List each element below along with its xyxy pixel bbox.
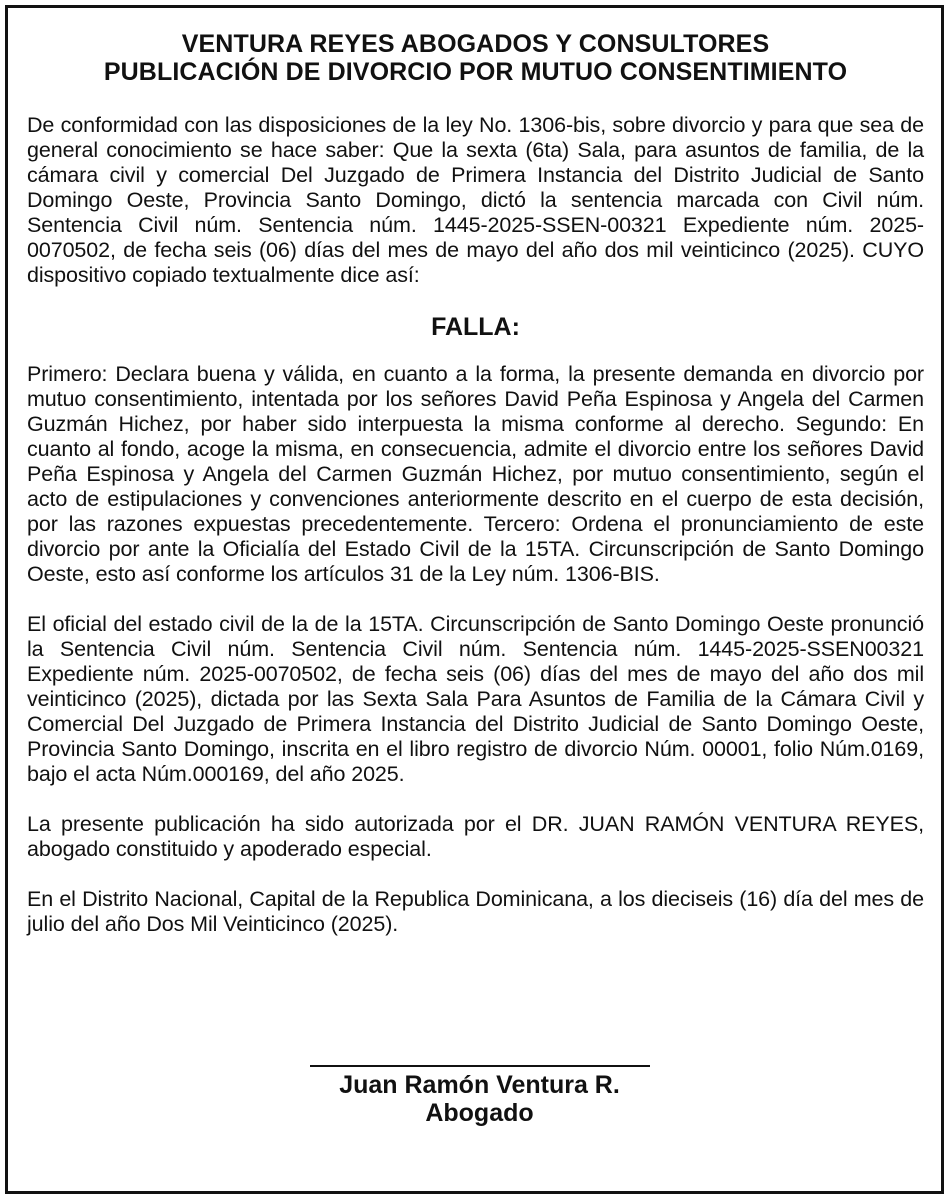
notice-border-frame: [5, 5, 944, 1194]
signer-name: Juan Ramón Ventura R.: [339, 1071, 620, 1099]
intro-paragraph: De conformidad con las disposiciones de la ley No. 1306-bis, sobre divorcio y para que sea de general conocimiento se hace saber: Que la sexta (6ta) Sala, para asuntos de familia, de la cámara civil y comercial Del Juzgado de Primera Instancia del Distrito Judicial de Santo Domingo Oeste, Provincia Santo Domingo, dictó la sentencia marcada con Civil núm. Sentencia Civil núm. Sentencia núm. 1445-2025-SSEN-00321 Expediente núm. 2025-0070502, de fecha seis (06) días del mes de mayo del año dos mil veinticinco (2025). CUYO dispositivo copiado textualmente dice así:: [27, 113, 924, 287]
ruling-paragraph: Primero: Declara buena y válida, en cuanto a la forma, la presente demanda en divorcio por mutuo consentimiento, intentada por los señores David Peña Espinosa y Angela del Carmen Guzmán Hichez, por haber sido interpuesta la misma conforme al derecho. Segundo: En cuanto al fondo, acoge la misma, en consecuencia, admite el divorcio entre los señores David Peña Espinosa y Angela del Carmen Guzmán Hichez, por mutuo consentimiento, según el acto de estipulaciones y convenciones anteriormente descrito en el cuerpo de esta decisión, por las razones expuestas precedentemente. Tercero: Ordena el pronunciamiento de este divorcio por ante la Oficialía del Estado Civil de la 15TA. Circunscripción de Santo Domingo Oeste, esto así conforme los artículos 31 de la Ley núm. 1306-BIS.: [27, 362, 924, 586]
notice-body: [27, 30, 924, 937]
publication-title-heading: PUBLICACIÓN DE DIVORCIO POR MUTUO CONSENTIMIENTO: [103, 58, 848, 86]
notice-header: [27, 30, 924, 86]
falla-heading: FALLA:: [431, 313, 520, 341]
signature-block: [8, 1065, 949, 1127]
signer-title: Abogado: [425, 1099, 534, 1127]
official-registration-paragraph: El oficial del estado civil de la de la 15TA. Circunscripción de Santo Domingo Oeste pronunció la Sentencia Civil núm. Sentencia Civil núm. Sentencia núm. 1445-2025-SSEN00321 Expediente núm. 2025-0070502, de fecha seis (06) días del mes de mayo del año dos mil veinticinco (2025), dictada por las Sexta Sala Para Asuntos de Familia de la Cámara Civil y Comercial Del Juzgado de Primera Instancia del Distrito Judicial de Santo Domingo Oeste, Provincia Santo Domingo, inscrita en el libro registro de divorcio Núm. 00001, folio Núm.0169, bajo el acta Núm.000169, del año 2025.: [27, 612, 924, 786]
place-date-paragraph: En el Distrito Nacional, Capital de la Republica Dominicana, a los dieciseis (16) día del mes de julio del año Dos Mil Veinticinco (2025).: [27, 887, 924, 936]
signature-line: [310, 1065, 650, 1067]
authorization-paragraph: La presente publicación ha sido autorizada por el DR. JUAN RAMÓN VENTURA REYES, abogado constituido y apoderado especial.: [27, 812, 924, 861]
firm-name-heading: VENTURA REYES ABOGADOS Y CONSULTORES: [181, 30, 770, 58]
